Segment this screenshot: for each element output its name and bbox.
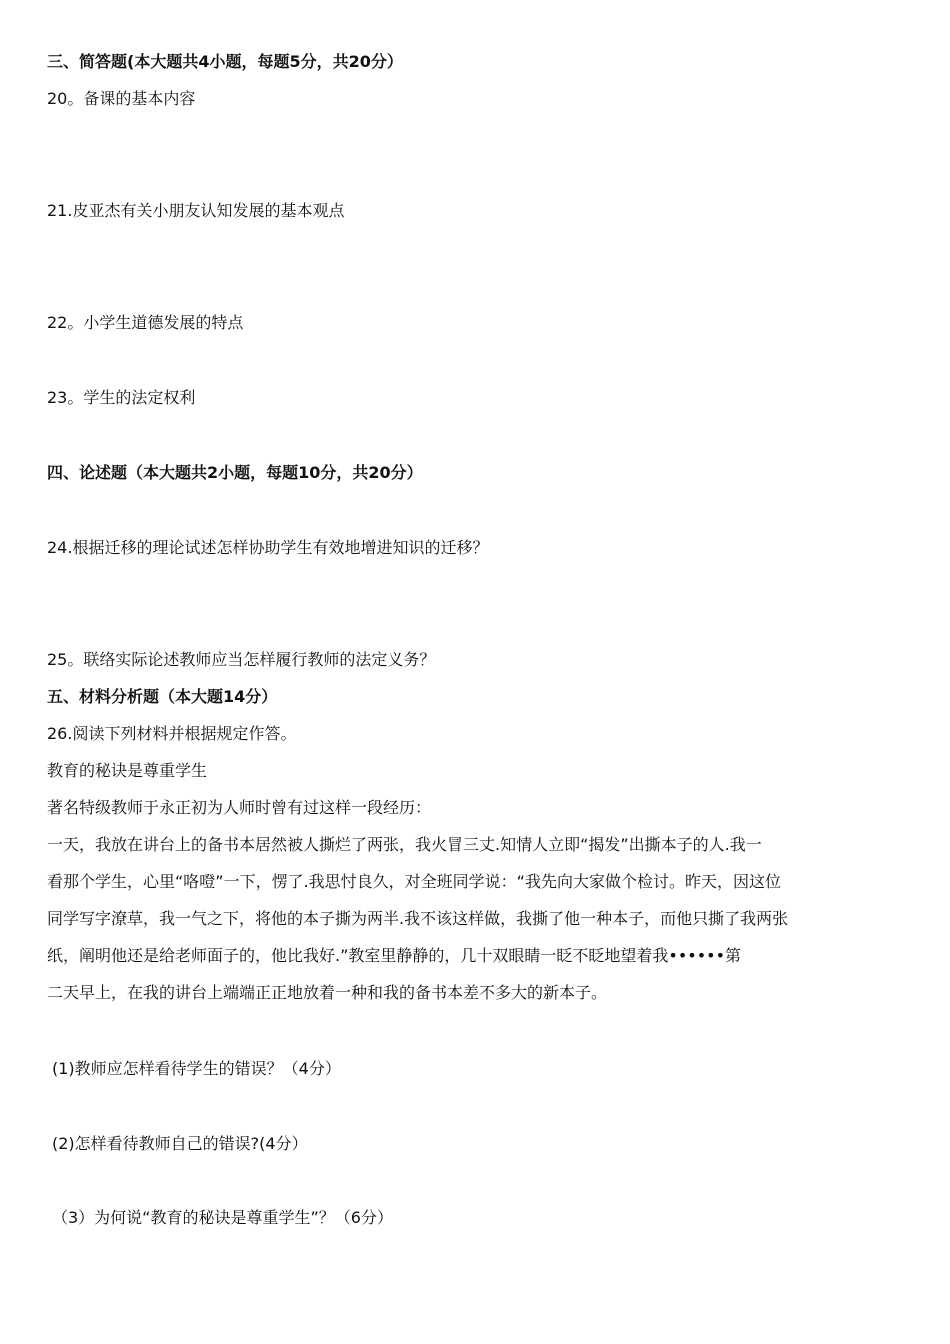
sub-question-1: (1)教师应怎样看待学生的错误？（4分） [52,1059,341,1078]
story-line: 看那个学生，心里“咯噔”一下，愣了.我思忖良久，对全班同学说：“我先向大家做个检讨。昨天，因这位 [47,872,781,891]
story-line: 一天，我放在讲台上的备书本居然被人撕烂了两张，我火冒三丈.知情人立即“揭发”出撕本子的人.我一 [47,835,762,854]
section4-heading: 四、论述题（本大题共2小题，每题10分，共20分） [47,463,423,482]
material-title: 教育的秘诀是尊重学生 [47,761,208,780]
question-22: 22。小学生道德发展的特点 [47,313,244,332]
story-line: 二天早上，在我的讲台上端端正正地放着一种和我的备书本差不多大的新本子。 [47,983,608,1002]
story-line: 同学写字潦草，我一气之下，将他的本子撕为两半.我不该这样做，我撕了他一种本子，而他只撕了我两张 [47,909,789,928]
question-26: 26.阅读下列材料并根据规定作答。 [47,724,297,743]
section5-heading: 五、材料分析题（本大题14分） [47,687,278,706]
question-20: 20。备课的基本内容 [47,89,196,108]
question-23: 23。学生的法定权利 [47,388,196,407]
sub-question-2: (2)怎样看待教师自己的错误?(4分） [52,1134,308,1153]
story-line: 纸，阐明他还是给老师面子的，他比我好.”教室里静静的，几十双眼睛一眨不眨地望着我••••••第 [47,946,742,965]
question-25: 25。联络实际论述教师应当怎样履行教师的法定义务？ [47,650,436,669]
question-24: 24.根据迁移的理论试述怎样协助学生有效地增进知识的迁移？ [47,538,489,557]
question-21: 21.皮亚杰有关小朋友认知发展的基本观点 [47,201,345,220]
section3-heading: 三、简答题(本大题共4小题，每题5分，共20分） [47,52,403,71]
sub-question-3: （3）为何说“教育的秘诀是尊重学生”？（6分） [52,1208,393,1227]
material-intro: 著名特级教师于永正初为人师时曾有过这样一段经历： [47,798,432,817]
